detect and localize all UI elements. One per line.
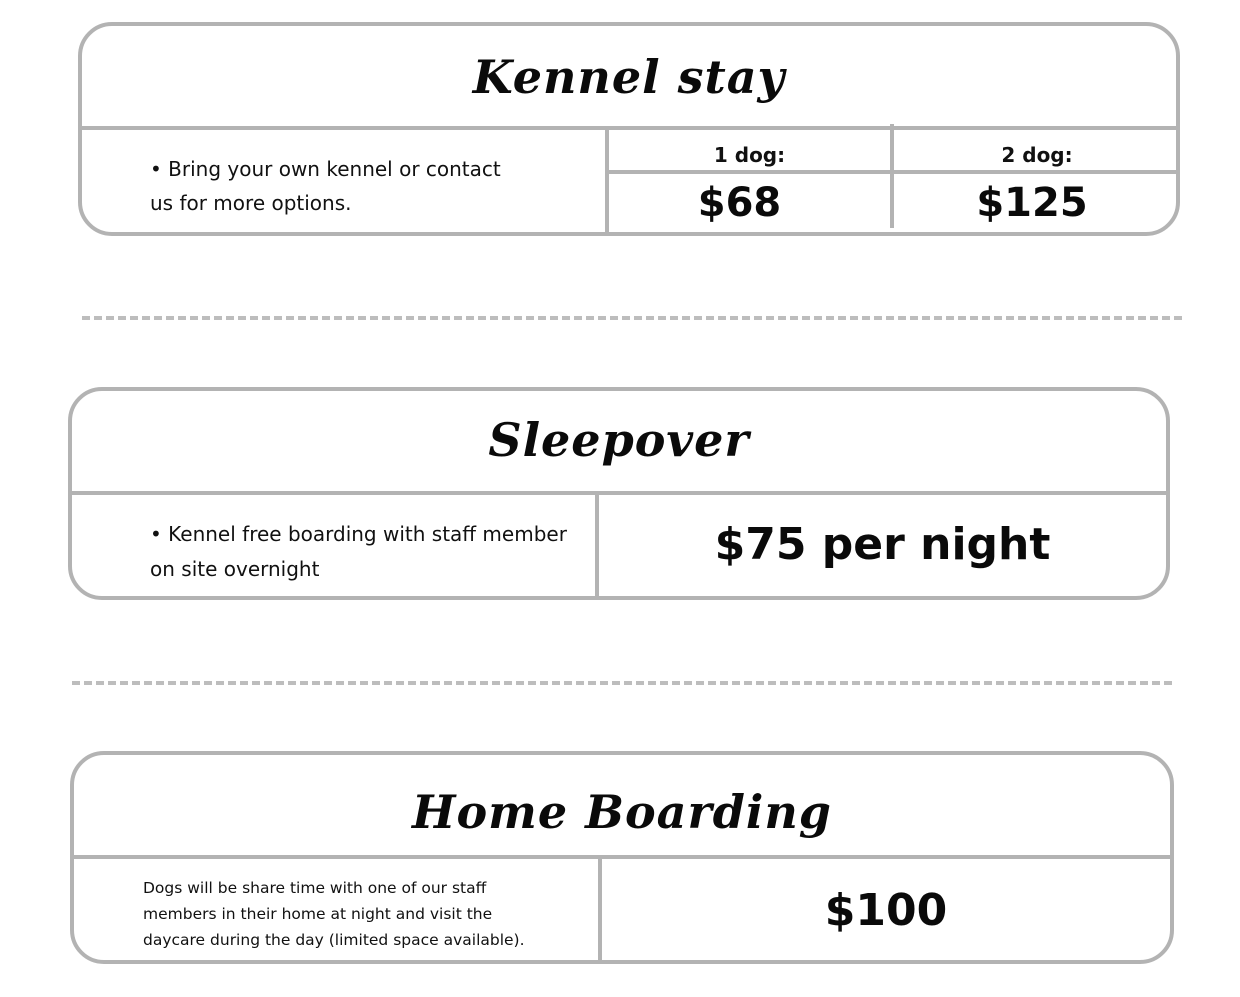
- two-dog-label: 2 dog:: [1001, 143, 1073, 167]
- section-divider: [72, 681, 1172, 685]
- one-dog-label: 1 dog:: [713, 143, 786, 167]
- home-boarding-header-divider: [74, 855, 1170, 859]
- home-boarding-card: [70, 751, 1174, 964]
- sleepover-card: [68, 387, 1170, 600]
- one-dog-price: $68: [697, 180, 782, 226]
- kennel-stay-title: Kennel stay: [472, 50, 786, 104]
- home-boarding-price: $100: [824, 885, 948, 936]
- home-boarding-title: Home Boarding: [412, 785, 832, 839]
- two-dog-price: $125: [976, 180, 1088, 226]
- sleepover-title: Sleepover: [488, 413, 750, 467]
- kennel-stay-price-row-divider: [609, 170, 1176, 174]
- home-boarding-description: Dogs will be share time with one of our staff members in their home at night and visit the daycare during the day (limited space available).: [143, 879, 525, 949]
- section-divider: [82, 316, 1182, 320]
- kennel-stay-card: [78, 22, 1180, 236]
- sleepover-price: $75 per night: [714, 519, 1051, 570]
- sleepover-header-divider: [72, 491, 1166, 495]
- sleepover-description: • Kennel free boarding with staff member on site overnight: [150, 522, 567, 581]
- kennel-stay-header-divider: [82, 126, 1176, 130]
- kennel-stay-description: • Bring your own kennel or contact us for more options.: [150, 157, 501, 215]
